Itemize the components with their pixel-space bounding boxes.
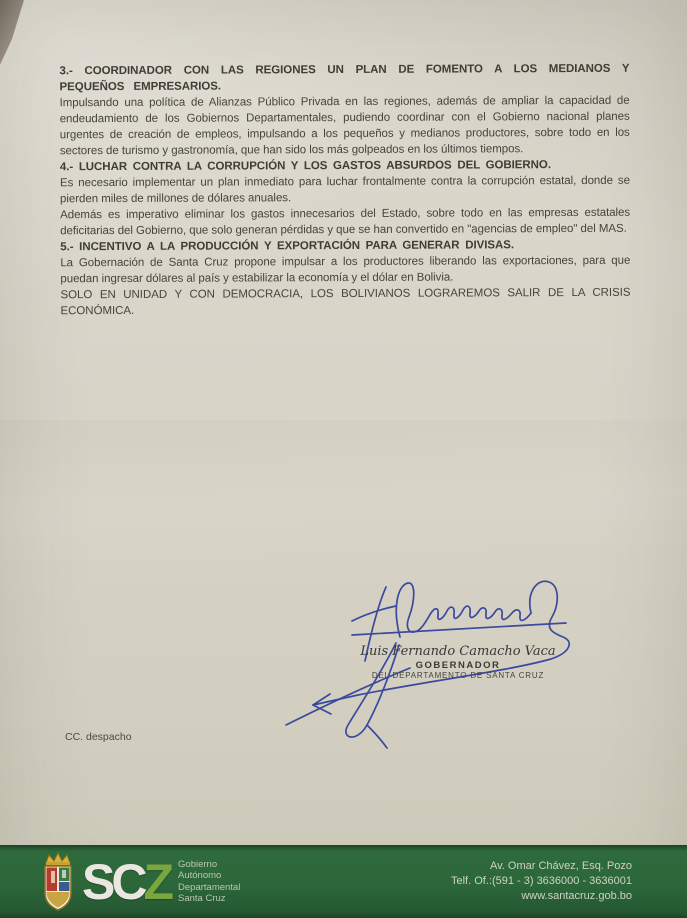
letter-body — [59, 61, 630, 319]
government-logo — [40, 853, 240, 911]
section-4-paragraph-1: Es necesario implementar un plan inmediato para luchar frontalmente contra la corrupción estatal, donde se pierden miles de millones de dólares anuales. — [59, 174, 630, 206]
section-4-heading: 4.- LUCHAR CONTRA LA CORRUPCIÓN Y LOS GASTOS ABSURDOS DEL GOBIERNO. — [59, 159, 551, 174]
org-line: Autónomo — [178, 870, 222, 881]
org-line: Gobierno — [178, 858, 218, 870]
signatory-title: GOBERNADOR — [415, 660, 501, 671]
address-line: www.santacruz.gob.bo — [521, 890, 632, 902]
scz-wordmark — [82, 853, 171, 910]
org-name — [178, 859, 240, 905]
section-3-paragraph: Impulsando una política de Alianzas Público Privada en las regiones, además de ampliar la capacidad de endeudamiento de los Gobiernos Departamentales, pudiendo coordinar con el Gobierno nacional planes urgentes de creación de empleos, impulsando a los pequeños y medianos productores, sobre todo en los sectores de turismo y gastronomía, que han sido los más golpeados en los últimos tiempos. — [59, 94, 630, 158]
org-line: Santa Cruz — [178, 893, 226, 904]
signatory-name: Luis Fernando Camacho Vaca — [360, 644, 556, 659]
cc-note: CC. despacho — [65, 731, 132, 743]
letterhead-footer — [0, 845, 687, 918]
coat-of-arms-icon — [40, 851, 76, 911]
section-5-paragraph: La Gobernación de Santa Cruz propone impulsar a los productores liberando las exportaciones, para que puedan ingresar dólares al país y estabilizar la economía y el dólar en Bolivia. — [60, 254, 631, 286]
address-line: Telf. Of.:(591 - 3) 3636000 - 3636001 — [450, 875, 632, 887]
section-4-paragraph-2: Además es imperativo eliminar los gastos innecesarios del Estado, sobre todo en las empresas estatales deficitarias del Gobierno, que solo generan pérdidas y que se han convertido en "agencias de empleo" del MAS. — [60, 206, 631, 238]
photo-corner-shadow — [0, 0, 30, 78]
signatory-subtitle: DEL DEPARTAMENTO DE SANTA CRUZ — [371, 671, 545, 680]
closing-statement: SOLO EN UNIDAD Y CON DEMOCRACIA, LOS BOLIVIANOS LOGRAREMOS SALIR DE LA CRISIS ECONÓMICA. — [60, 286, 631, 318]
wordmark-sc: SC — [82, 853, 144, 910]
section-3-heading: 3.- COORDINADOR CON LAS REGIONES UN PLAN DE FOMENTO A LOS MEDIANOS Y PEQUEÑOS EMPRESARIOS. — [59, 62, 630, 94]
address-line: Av. Omar Chávez, Esq. Pozo — [489, 860, 632, 872]
org-line: Departamental — [178, 881, 241, 893]
footer-address — [451, 859, 632, 904]
wordmark-z: Z — [143, 853, 171, 910]
signature-block — [268, 573, 598, 751]
paper-crease — [0, 420, 687, 560]
section-5-heading: 5.- INCENTIVO A LA PRODUCCIÓN Y EXPORTACIÓN PARA GENERAR DIVISAS. — [60, 239, 515, 254]
